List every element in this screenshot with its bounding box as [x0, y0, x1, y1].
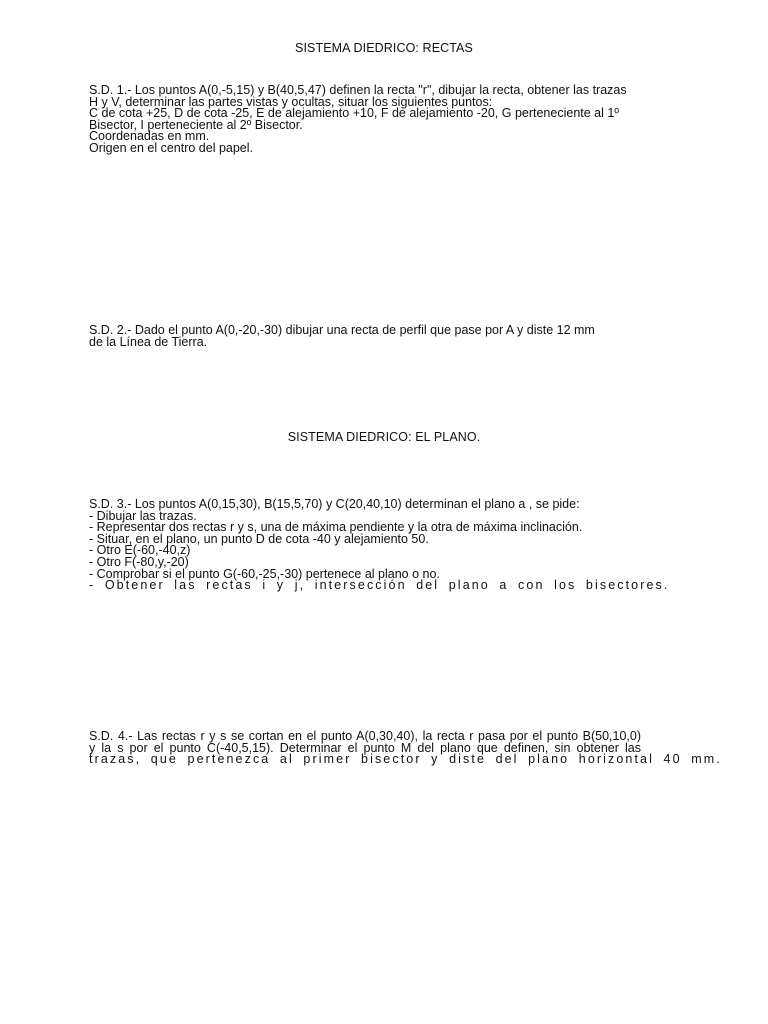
exercise-sd1-line: C de cota +25, D de cota -25, E de alejamiento +10, F de alejamiento -20, G perteneciente al 1º	[89, 106, 619, 121]
exercise-sd1-line: H y V, determinar las partes vistas y ocultas, situar los siguientes puntos:	[89, 94, 493, 109]
exercise-sd2-line: de la Línea de Tierra.	[89, 334, 208, 349]
exercise-sd4-line: trazas, que pertenezca al primer bisector y diste del plano horizontal 40 mm.	[89, 752, 722, 767]
exercise-sd1-line: Coordenadas en mm.	[89, 129, 210, 144]
exercise-sd1-line: S.D. 1.- Los puntos A(0,-5,15) y B(40,5,47) definen la recta "r", dibujar la recta, obtener las trazas	[89, 83, 627, 97]
exercise-sd3-line: - Representar dos rectas r y s, una de máxima pendiente y la otra de máxima inclinación.	[89, 520, 583, 535]
exercise-sd3	[89, 497, 670, 593]
exercise-sd4	[89, 729, 722, 767]
exercise-sd3-line: - Comprobar si el punto G(-60,-25,-30) pertenece al plano o no.	[89, 566, 440, 581]
exercise-sd1-line: Bisector, I perteneciente al 2º Bisector.	[89, 117, 303, 132]
exercise-sd1-line: Origen en el centro del papel.	[89, 140, 253, 155]
section-title-plano: SISTEMA DIEDRICO: EL PLANO.	[287, 430, 481, 444]
exercise-sd1	[89, 85, 649, 155]
exercise-sd2	[89, 325, 649, 348]
exercise-sd3-line: - Otro F(-80,y,-20)	[89, 554, 189, 569]
exercise-sd4-line: S.D. 4.- Las rectas r y s se cortan en el punto A(0,30,40), la recta r pasa por el punto B(50,10,0)	[89, 729, 641, 743]
exercise-sd3-line: - Obtener las rectas i y j, intersección del plano a con los bisectores.	[89, 578, 670, 593]
exercise-sd3-line: - Situar, en el plano, un punto D de cota -40 y alejamiento 50.	[89, 531, 429, 546]
exercise-sd3-line: - Dibujar las trazas.	[89, 508, 197, 523]
section-title-rectas: SISTEMA DIEDRICO: RECTAS	[295, 41, 473, 55]
exercise-sd2-line: S.D. 2.- Dado el punto A(0,-20,-30) dibujar una recta de perfil que pase por A y diste 12 mm	[89, 323, 595, 337]
exercise-sd3-line: S.D. 3.- Los puntos A(0,15,30), B(15,5,70) y C(20,40,10) determinan el plano a , se pide:	[89, 497, 580, 511]
exercise-sd3-line: - Otro E(-60,-40,z)	[89, 543, 191, 558]
exercise-sd4-line: y la s por el punto C(-40,5,15). Determinar el punto M del plano que definen, sin obtener las	[89, 740, 641, 755]
